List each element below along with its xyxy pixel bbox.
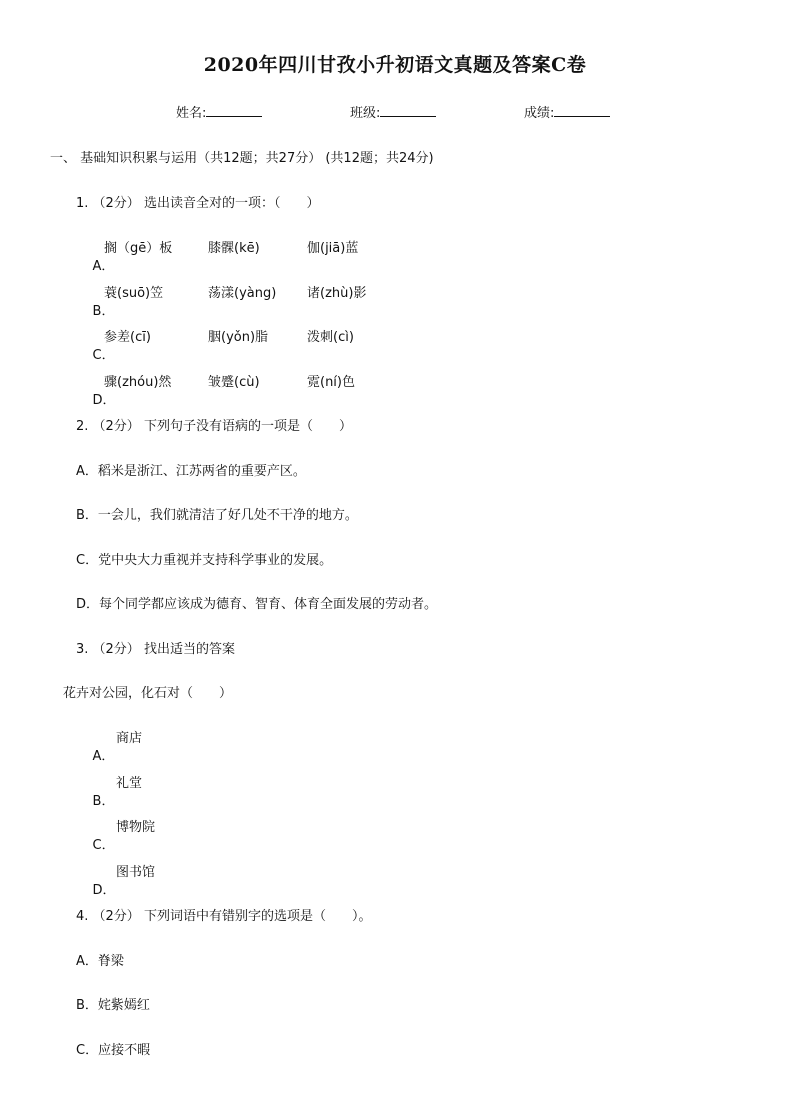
option-word: 骤(zhóu)然 [104, 375, 172, 390]
option-word: 皱蹙(cù) [208, 375, 260, 390]
option-label: A． [92, 259, 115, 274]
option-word: 参差(cī) [104, 330, 151, 345]
section-heading: 一、 基础知识积累与运用（共12题；共27分） (共12题；共24分) [50, 151, 434, 166]
document-title: 2020年四川甘孜小升初语文真题及答案C卷 [203, 54, 587, 76]
option-word: 泼刺(cì) [307, 330, 354, 345]
option-label: D． [92, 393, 116, 408]
option-word: 诸(zhù)影 [307, 286, 367, 301]
option-word: 胭(yǒn)脂 [208, 330, 269, 345]
question-1-stem: 1. （2分） 选出读音全对的一项：（ ） [76, 196, 320, 211]
question-4-stem: 4. （2分） 下列词语中有错别字的选项是（ ）。 [76, 909, 372, 924]
option-label: D． [92, 883, 116, 898]
class-blank [380, 102, 436, 117]
option-word: 搁（gē）板 [104, 241, 173, 256]
name-field [176, 102, 262, 121]
question-2-option-a: A．稻米是浙江、江苏两省的重要产区。 [76, 464, 306, 479]
option-word: 伽(jiā)蓝 [307, 241, 359, 256]
score-label: 成绩: [524, 106, 555, 121]
question-2-option-b: B．一会儿，我们就清洁了好几处不干净的地方。 [76, 508, 358, 523]
option-text: 礼堂 [116, 776, 143, 791]
option-word: 蓑(suō)笠 [104, 286, 164, 301]
option-text: 商店 [116, 731, 143, 746]
name-blank [206, 102, 262, 117]
question-3-stem: 3. （2分） 找出适当的答案 [76, 642, 235, 657]
question-2-option-d: D．每个同学都应该成为德育、智育、体育全面发展的劳动者。 [76, 597, 438, 612]
option-text: 博物院 [116, 820, 156, 835]
option-word: 荡漾(yàng) [208, 286, 277, 301]
question-4-option-a: A．脊梁 [76, 954, 124, 969]
option-label: B． [92, 304, 115, 319]
question-2-option-c: C．党中央大力重视并支持科学事业的发展。 [76, 553, 333, 568]
student-info-row [0, 102, 790, 126]
option-word: 膝髁(kē) [208, 241, 260, 256]
class-label: 班级: [350, 106, 381, 121]
question-4-option-b: B．姹紫嫣红 [76, 998, 150, 1013]
option-label: B． [92, 794, 115, 809]
question-4-option-c: C．应接不暇 [76, 1043, 151, 1058]
score-blank [554, 102, 610, 117]
class-field [350, 102, 436, 121]
option-text: 图书馆 [116, 865, 156, 880]
question-3-subprompt: 花卉对公园，化石对（ ） [63, 686, 233, 701]
option-label: A． [92, 749, 115, 764]
name-label: 姓名: [176, 106, 207, 121]
option-label: C． [92, 838, 115, 853]
option-word: 霓(ní)色 [307, 375, 355, 390]
option-label: C． [92, 348, 115, 363]
score-field [524, 102, 610, 121]
question-2-stem: 2. （2分） 下列句子没有语病的一项是（ ） [76, 419, 352, 434]
